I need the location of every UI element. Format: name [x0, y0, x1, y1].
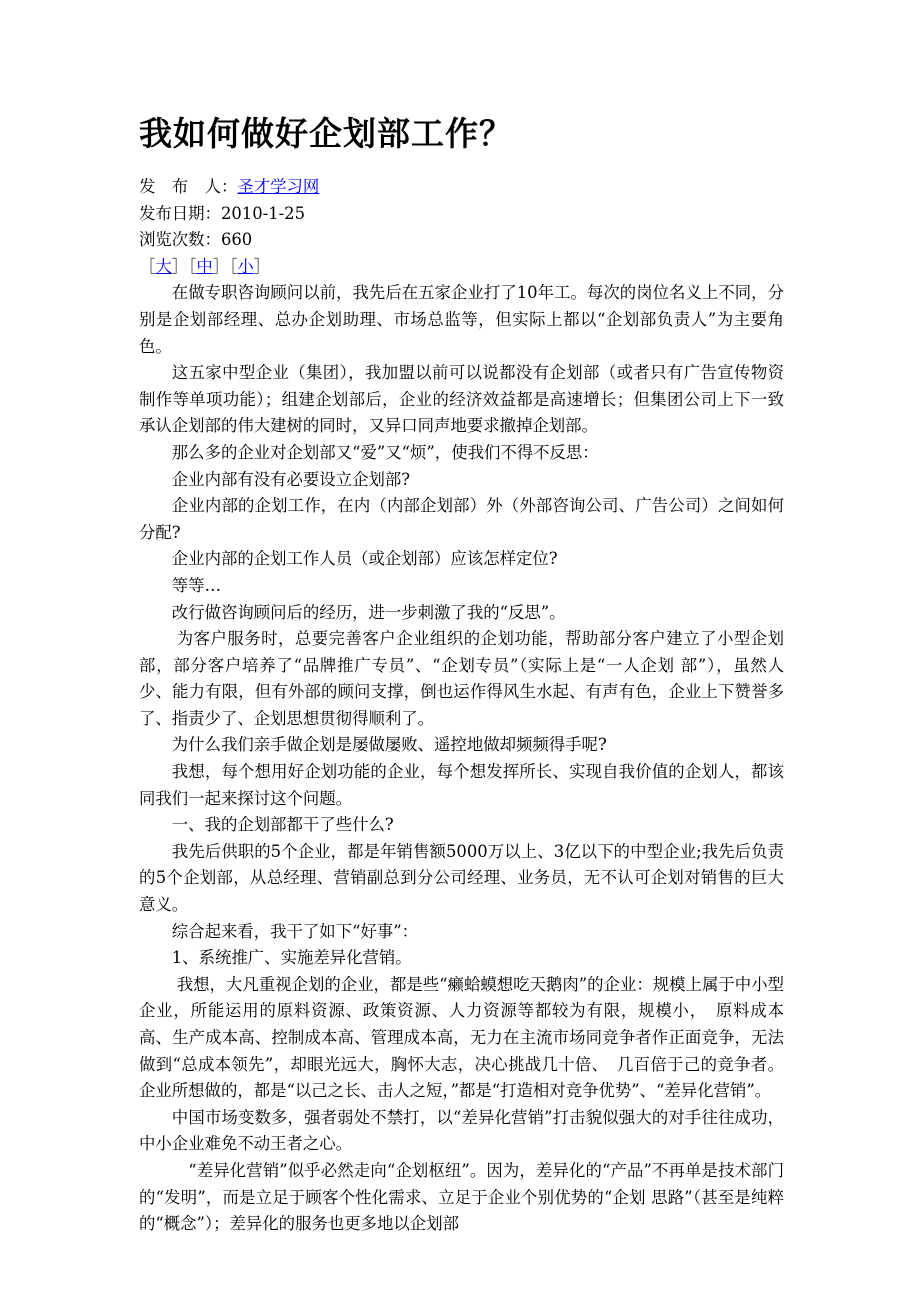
body-paragraph: 为客户服务时，总要完善客户企业组织的企划功能，帮助部分客户建立了小型企划部，部分客户培养了“品牌推广专员”、“企划专员”（实际上是“一人企划 部”），虽然人少、能力有限，但有外部的顾问支撑，倒也运作得风生水起、有声有色，企业上下赞誉多了、指责少了、企划思想贯彻得顺利了。: [139, 629, 784, 728]
article-title: 我如何做好企划部工作？: [139, 114, 513, 153]
bracket: ［: [139, 256, 156, 276]
publisher-label: 发 布 人：: [139, 177, 238, 196]
font-size-large-link[interactable]: 大: [155, 256, 172, 276]
bracket: ］: [253, 256, 271, 276]
publish-date-value: 2010-1-25: [220, 203, 306, 223]
article-page: [139, 112, 784, 1238]
publisher-link[interactable]: 圣才学习网: [237, 177, 320, 196]
body-paragraph: 这五家中型企业（集团），我加盟以前可以说都没有企划部（或者只有广告宣传物资制作等单项功能）；组建企划部后，企业的经济效益都是高速增长；但集团公司上下一致承认企划部的伟大建树的同时，又异口同声地要求撤掉企划部。: [139, 363, 784, 436]
body-paragraph: 中国市场变数多，强者弱处不禁打，以“差异化营销”打击貌似强大的对手往往成功，中小企业难免不动王者之心。: [139, 1107, 784, 1154]
body-paragraph: 企业内部的企划工作人员（或企划部）应该怎样定位?: [171, 549, 558, 569]
publish-date-label: 发布日期：: [139, 203, 221, 223]
body-paragraph: 等等…: [171, 575, 221, 595]
font-size-switcher: [139, 254, 784, 281]
view-count-label: 浏览次数：: [139, 230, 221, 250]
body-paragraph: 综合起来看，我干了如下“好事”：: [171, 921, 419, 941]
bracket: ］［: [171, 256, 197, 276]
body-paragraph: 那么多的企业对企划部又“爱”又“烦”，使我们不得不反思：: [171, 442, 599, 462]
body-paragraph: 改行做咨询顾问后的经历，进一步刺激了我的“反思”。: [171, 602, 566, 622]
bracket: ］［: [212, 256, 238, 276]
article-body: [139, 280, 784, 1237]
section-heading: 一、我的企划部都干了些什么?: [171, 815, 394, 835]
body-paragraph: 我先后供职的5个企业，都是年销售额5000万以上、3亿以下的中型企业;我先后负责的5个企划部，从总经理、营销副总到分公司经理、业务员，无不认可企划对销售的巨大意义。: [139, 841, 784, 915]
body-paragraph: 企业内部的企划工作，在内（内部企划部）外（外部咨询公司、广告公司）之间如何分配?: [139, 496, 784, 542]
font-size-small-link[interactable]: 小: [237, 256, 254, 276]
publish-date-row: [139, 201, 784, 228]
font-size-medium-link[interactable]: 中: [196, 256, 213, 276]
publisher-row: [139, 174, 784, 201]
subsection-heading: 1、系统推广、实施差异化营销。: [171, 948, 412, 968]
view-count-value: 660: [220, 230, 253, 250]
body-paragraph: “差异化营销”似乎必然走向“企划枢纽”。因为，差异化的“产品”不再单是技术部门的“发明”，而是立足于顾客个性化需求、立足于企业个别优势的“企划 思路”（甚至是纯粹的“概念”）；差异化的服务也更多地以企划部: [139, 1160, 784, 1234]
body-paragraph: 在做专职咨询顾问以前，我先后在五家企业打了10年工。每次的岗位名义上不同，分别是企划部经理、总办企划助理、市场总监等，但实际上都以“企划部负责人”为主要角色。: [139, 283, 784, 356]
body-paragraph: 企业内部有没有必要设立企划部?: [171, 469, 411, 489]
body-paragraph: 为什么我们亲手做企划是屡做屡败、遥控地做却频频得手呢?: [171, 735, 607, 755]
view-count-row: [139, 227, 784, 254]
body-paragraph: 我想，大凡重视企划的企业，都是些“癞蛤蟆想吃天鹅肉”的企业：规模上属于中小型企业，所能运用的原料资源、政策资源、人力资源等都较为有限，规模小， 原料成本高、生产成本高、控制成本高、管理成本高，无力在主流市场同竞争者作正面竞争，无法做到“总成本领先”，却眼光远大，胸怀大志，决心挑战几十倍、 几百倍于己的竞争者。企业所想做的，都是“以己之长、击人之短，”都是“打造相对竞争优势”、“差异化营销”。: [139, 974, 784, 1101]
body-paragraph: 我想，每个想用好企划功能的企业，每个想发挥所长、实现自我价值的企划人，都该同我们一起来探讨这个问题。: [139, 762, 784, 808]
